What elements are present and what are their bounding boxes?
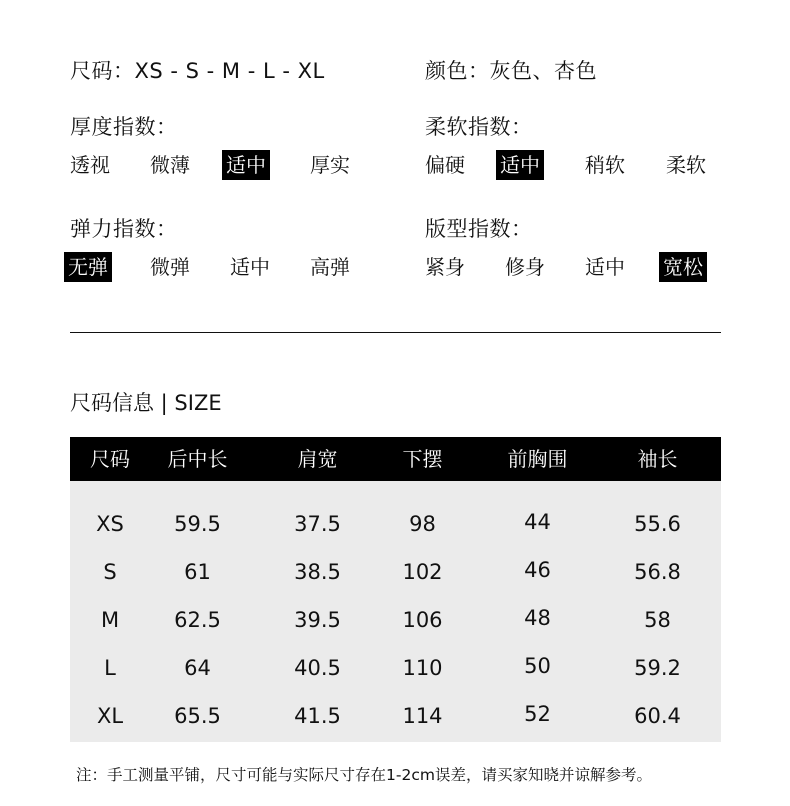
table-cell: XS bbox=[96, 512, 124, 536]
table-cell: S bbox=[103, 560, 117, 584]
table-cell: 41.5 bbox=[294, 704, 341, 728]
table-cell: 106 bbox=[402, 608, 443, 632]
size-table-body bbox=[70, 481, 721, 742]
softness-index-title: 柔软指数： bbox=[425, 115, 533, 139]
table-cell: 102 bbox=[402, 560, 443, 584]
measurement-note: 注：手工测量平铺，尺寸可能与实际尺寸存在1-2cm误差，请买家知晓并谅解参考。 bbox=[76, 766, 652, 784]
table-cell: 58 bbox=[644, 608, 671, 632]
table-cell: 59.5 bbox=[174, 512, 221, 536]
elasticity-option: 微弹 bbox=[150, 255, 190, 279]
fit-option: 适中 bbox=[585, 255, 625, 279]
column-header: 前胸围 bbox=[507, 447, 568, 471]
fit-option: 紧身 bbox=[425, 255, 465, 279]
table-cell: 48 bbox=[524, 606, 551, 630]
table-cell: 50 bbox=[524, 654, 551, 678]
color-label: 颜色：灰色、杏色 bbox=[425, 59, 597, 83]
table-cell: M bbox=[100, 608, 120, 632]
thickness-option: 厚实 bbox=[310, 153, 350, 177]
elasticity-option: 适中 bbox=[230, 255, 270, 279]
table-cell: 37.5 bbox=[294, 512, 341, 536]
fit-index-title: 版型指数： bbox=[425, 217, 533, 241]
table-cell: 98 bbox=[409, 512, 436, 536]
fit-option: 修身 bbox=[505, 255, 545, 279]
softness-option: 偏硬 bbox=[425, 153, 465, 177]
size-table-header bbox=[70, 437, 721, 481]
section-divider bbox=[70, 332, 721, 333]
softness-option: 适中 bbox=[496, 150, 544, 180]
column-header: 袖长 bbox=[637, 447, 678, 471]
column-header: 下摆 bbox=[402, 447, 443, 471]
table-cell: 62.5 bbox=[174, 608, 221, 632]
table-cell: 65.5 bbox=[174, 704, 221, 728]
table-cell: 64 bbox=[184, 656, 211, 680]
column-header: 肩宽 bbox=[297, 447, 338, 471]
table-cell: 40.5 bbox=[294, 656, 341, 680]
fit-option: 宽松 bbox=[659, 252, 707, 282]
table-cell: 60.4 bbox=[634, 704, 681, 728]
table-cell: 114 bbox=[402, 704, 443, 728]
table-cell: 52 bbox=[524, 702, 551, 726]
elasticity-option: 无弹 bbox=[64, 252, 112, 282]
table-cell: 38.5 bbox=[294, 560, 341, 584]
column-header: 后中长 bbox=[167, 447, 228, 471]
thickness-index-title: 厚度指数： bbox=[70, 115, 178, 139]
size-range-label: 尺码：XS - S - M - L - XL bbox=[70, 59, 325, 83]
thickness-option: 透视 bbox=[70, 153, 110, 177]
table-cell: 44 bbox=[524, 510, 551, 534]
elasticity-option: 高弹 bbox=[310, 255, 350, 279]
table-cell: XL bbox=[96, 704, 124, 728]
thickness-option: 微薄 bbox=[150, 153, 190, 177]
table-cell: 61 bbox=[184, 560, 211, 584]
size-info-title: 尺码信息 | SIZE bbox=[70, 391, 222, 415]
table-cell: 39.5 bbox=[294, 608, 341, 632]
table-cell: 46 bbox=[524, 558, 551, 582]
softness-option: 稍软 bbox=[585, 153, 625, 177]
elasticity-index-title: 弹力指数： bbox=[70, 217, 178, 241]
column-header: 尺码 bbox=[90, 447, 130, 471]
table-cell: 110 bbox=[402, 656, 443, 680]
table-cell: 56.8 bbox=[634, 560, 681, 584]
table-cell: L bbox=[104, 656, 116, 680]
table-cell: 55.6 bbox=[634, 512, 681, 536]
softness-option: 柔软 bbox=[666, 153, 706, 177]
table-cell: 59.2 bbox=[634, 656, 681, 680]
thickness-option: 适中 bbox=[222, 150, 270, 180]
